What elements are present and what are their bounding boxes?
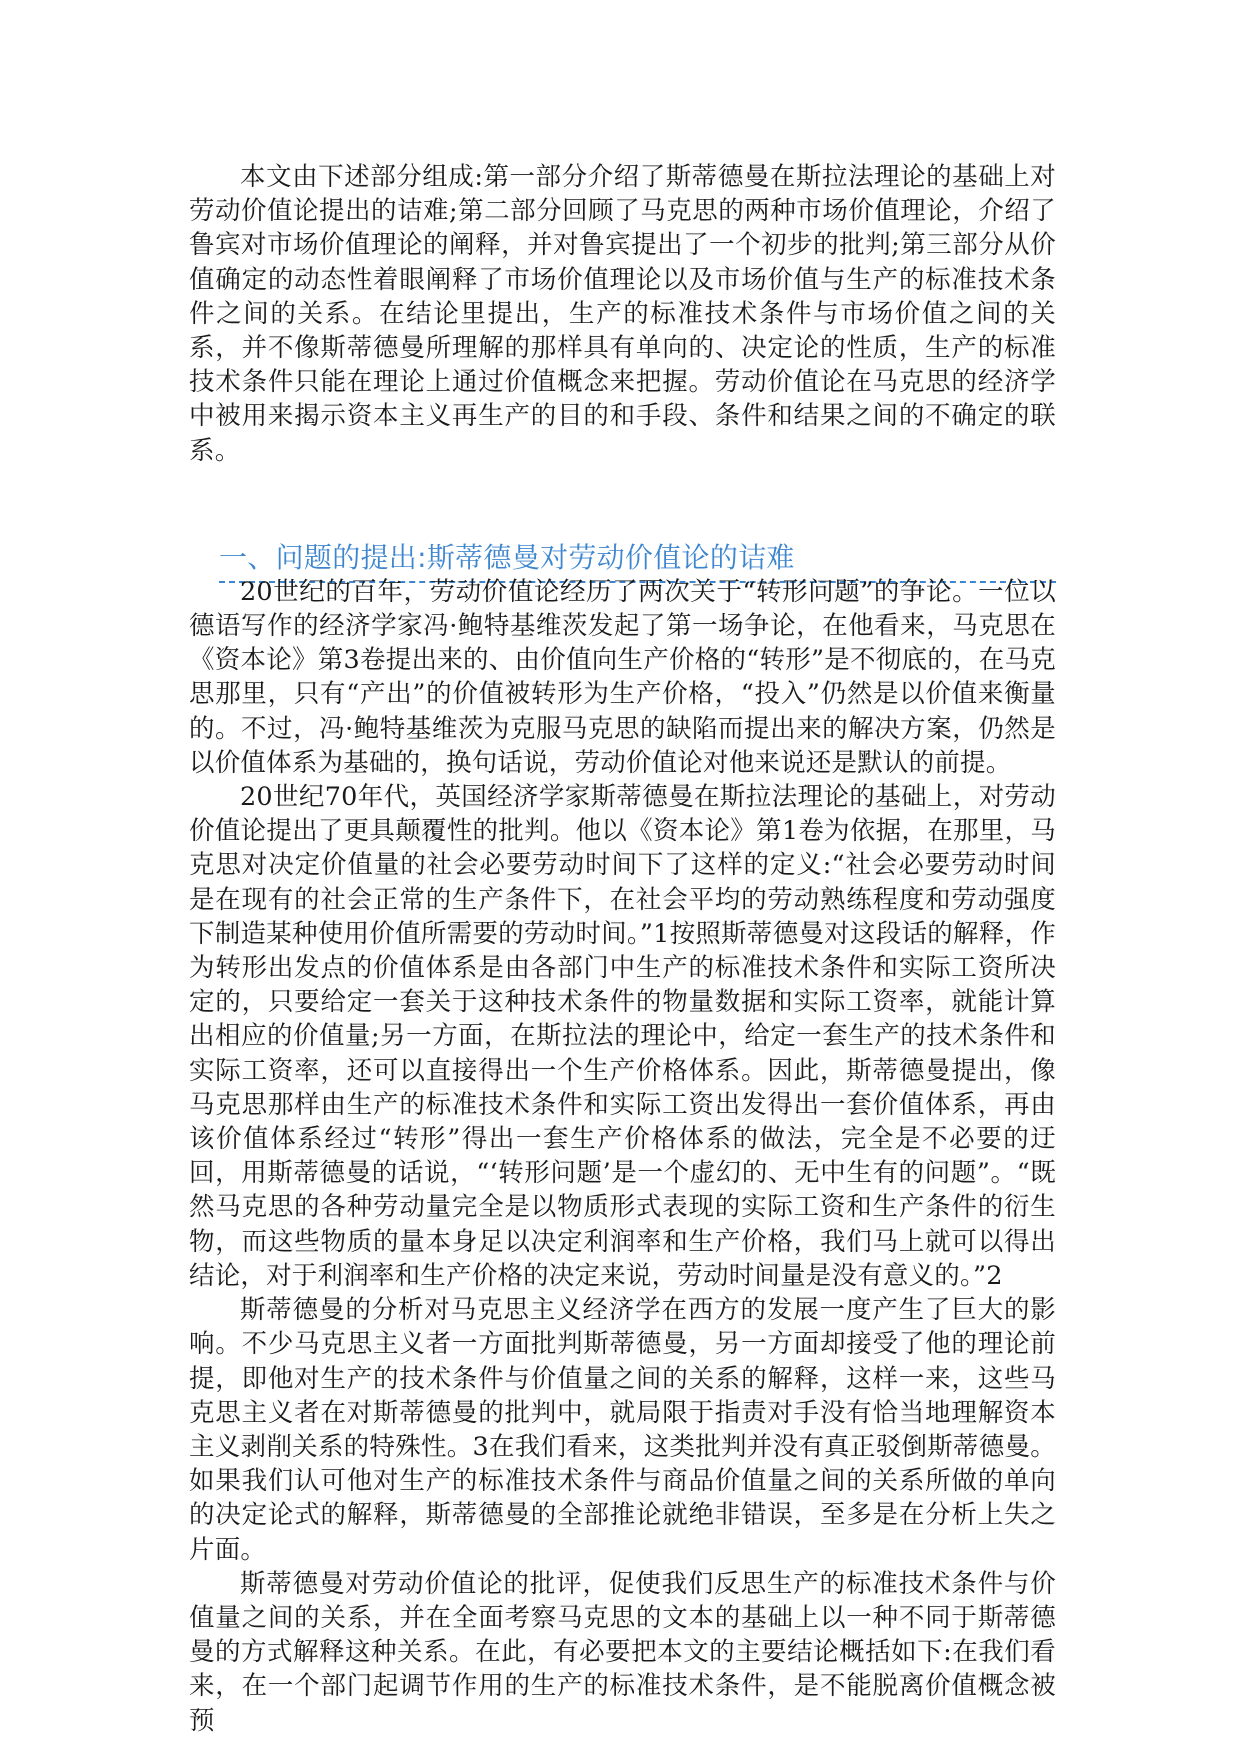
body-paragraph-2: 20世纪70年代，英国经济学家斯蒂德曼在斯拉法理论的基础上，对劳动价值论提出了更具颠覆性的批判。他以《资本论》第1卷为依据，在那里，马克思对决定价值量的社会必要劳动时间下了这样的定义:“社会必要劳动时间是在现有的社会正常的生产条件下，在社会平均的劳动熟练程度和劳动强度下制造某种使用价值所需要的劳动时间。”1按照斯蒂德曼对这段话的解释，作为转形出发点的价值体系是由各部门中生产的标准技术条件和实际工资所决定的，只要给定一套关于这种技术条件的物量数据和实际工资率，就能计算出相应的价值量;另一方面，在斯拉法的理论中，给定一套生产的技术条件和实际工资率，还可以直接得出一个生产价格体系。因此，斯蒂德曼提出，像马克思那样由生产的标准技术条件和实际工资出发得出一套价值体系，再由该价值体系经过“转形”得出一套生产价格体系的做法，完全是不必要的迂回，用斯蒂德曼的话说，“‘转形问题’是一个虚幻的、无中生有的问题”。“既然马克思的各种劳动量完全是以物质形式表现的实际工资和生产条件的衍生物，而这些物质的量本身足以决定利润率和生产价格，我们马上就可以得出结论，对于利润率和生产价格的决定来说，劳动时间量是没有意义的。”2 [189,782,1056,1291]
section-heading: 一、问题的提出:斯蒂德曼对劳动价值论的诘难 [219,540,795,574]
body-paragraph-1: 20世纪的百年，劳动价值论经历了两次关于“转形问题”的争论。一位以德语写作的经济学家冯·鲍特基维茨发起了第一场争论，在他看来，马克思在《资本论》第3卷提出来的、由价值向生产价格的“转形”是不彻底的，在马克思那里，只有“产出”的价值被转形为生产价格，“投入”仍然是以价值来衡量的。不过，冯·鲍特基维茨为克服马克思的缺陷而提出来的解决方案，仍然是以价值体系为基础的，换句话说，劳动价值论对他来说还是默认的前提。 [189,576,1056,778]
body-paragraph-3: 斯蒂德曼的分析对马克思主义经济学在西方的发展一度产生了巨大的影响。不少马克思主义者一方面批判斯蒂德曼，另一方面却接受了他的理论前提，即他对生产的技术条件与价值量之间的关系的解释，这样一来，这些马克思主义者在对斯蒂德曼的批判中，就局限于指责对手没有恰当地理解资本主义剥削关系的特殊性。3在我们看来，这类批判并没有真正驳倒斯蒂德曼。如果我们认可他对生产的标准技术条件与商品价值量之间的关系所做的单向的决定论式的解释，斯蒂德曼的全部推论就绝非错误，至多是在分析上失之片面。 [189,1295,1056,1565]
body-paragraph-4: 斯蒂德曼对劳动价值论的批评，促使我们反思生产的标准技术条件与价值量之间的关系，并在全面考察马克思的文本的基础上以一种不同于斯蒂德曼的方式解释这种关系。在此，有必要把本文的主要结论概括如下:在我们看来，在一个部门起调节作用的生产的标准技术条件，是不能脱离价值概念被预 [189,1568,1056,1736]
section-body [189,575,1056,1738]
intro-paragraph: 本文由下述部分组成:第一部分介绍了斯蒂德曼在斯拉法理论的基础上对劳动价值论提出的诘难;第二部分回顾了马克思的两种市场价值理论，介绍了鲁宾对市场价值理论的阐释，并对鲁宾提出了一个初步的批判;第三部分从价值确定的动态性着眼阐释了市场价值理论以及市场价值与生产的标准技术条件之间的关系。在结论里提出，生产的标准技术条件与市场价值之间的关系，并不像斯蒂德曼所理解的那样具有单向的、决定论的性质，生产的标准技术条件只能在理论上通过价值概念来把握。劳动价值论在马克思的经济学中被用来揭示资本主义再生产的目的和手段、条件和结果之间的不确定的联系。 [189,162,1056,466]
document-content [189,160,1056,1738]
